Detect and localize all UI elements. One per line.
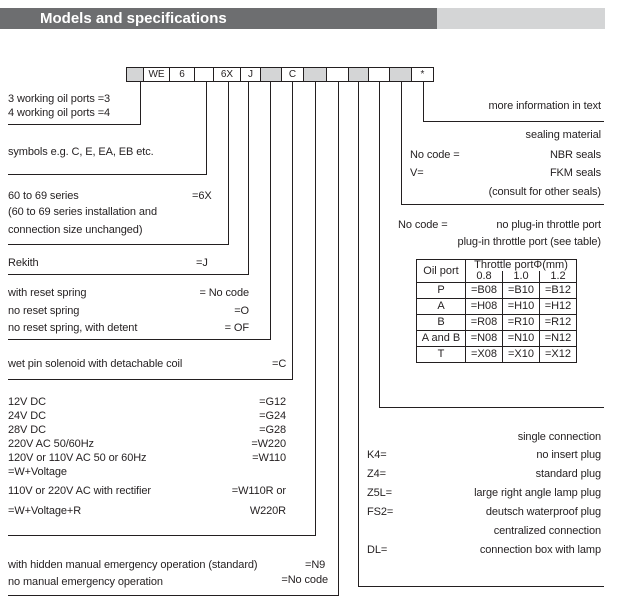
code-cell: =N12	[540, 331, 577, 347]
leader-seal-h	[401, 204, 604, 205]
series-line2: (60 to 69 series installation and	[8, 206, 157, 218]
port-cell: B	[417, 315, 466, 331]
code-cell: =B10	[503, 283, 540, 299]
code-cell: =H08	[466, 299, 503, 315]
code-cell: =R08	[466, 315, 503, 331]
conn-z5l-desc: large right angle lamp plug	[474, 487, 601, 499]
reset-no-spring: no reset spring	[8, 305, 80, 317]
voltage-rectifier: 110V or 220V AC with rectifier	[8, 485, 151, 497]
manual-none-code: =No code	[281, 574, 328, 586]
manual-hidden-code: =N9	[305, 559, 326, 571]
conn-z4-desc: standard plug	[535, 468, 601, 480]
conn-single: single connection	[517, 431, 601, 443]
section-header-bar-light	[437, 8, 605, 29]
voltage-28vdc: 28V DC	[8, 424, 46, 436]
table-row	[417, 347, 577, 363]
manual-hidden: with hidden manual emergency operation (standard)	[8, 559, 258, 571]
table-row	[417, 283, 577, 299]
size-col: 1.0	[503, 271, 540, 283]
code-cell: =R10	[503, 315, 540, 331]
voltage-28vdc-code: =G28	[259, 424, 286, 436]
leader-ports	[140, 82, 141, 125]
port-cell: A and B	[417, 331, 466, 347]
leader-manual-h	[8, 595, 339, 596]
throttle-table	[416, 259, 577, 363]
table-row	[417, 331, 577, 347]
throttle-size-header: Throttle portΦ(mm)	[466, 260, 577, 272]
code-box-size: 6	[169, 67, 195, 82]
leader-connection-h	[358, 586, 604, 587]
leader-throttle	[379, 82, 380, 408]
oil-port-header: Oil port	[417, 260, 466, 283]
code-box-series: 6X	[213, 67, 241, 82]
leader-series-h	[8, 244, 229, 245]
port-cell: A	[417, 299, 466, 315]
leader-ports-h	[8, 124, 141, 125]
code-box-connection	[348, 67, 369, 82]
code-cell: =H12	[540, 299, 577, 315]
code-box-manual	[326, 67, 349, 82]
leader-more-info	[423, 82, 424, 122]
code-box-voltage	[303, 67, 327, 82]
throttle-yes: plug-in throttle port (see table)	[457, 236, 601, 248]
reset-detent-code: = OF	[224, 322, 249, 334]
size-col: 1.2	[540, 271, 577, 283]
throttle-no: no plug-in throttle port	[496, 219, 601, 231]
code-cell: =N10	[503, 331, 540, 347]
conn-fs2-desc: deutsch waterproof plug	[485, 506, 601, 518]
symbols-text: symbols e.g. C, E, EA, EB etc.	[8, 146, 154, 158]
code-box-we: WE	[143, 67, 170, 82]
code-cell: =X12	[540, 347, 577, 363]
code-cell: =X10	[503, 347, 540, 363]
table-row	[417, 315, 577, 331]
leader-solenoid	[292, 82, 293, 380]
conn-dl-desc: connection box with lamp	[479, 544, 601, 556]
voltage-220vac-code: =W220	[251, 438, 286, 450]
voltage-120vac-code: =W110	[252, 452, 286, 464]
seal-fkm: FKM seals	[549, 167, 601, 179]
port-cell: P	[417, 283, 466, 299]
voltage-12vdc-code: =G12	[259, 396, 286, 408]
ports-3: 3 working oil ports =3	[8, 93, 111, 105]
voltage-rectifier-code: =W110R or	[231, 485, 286, 497]
conn-dl-label: DL=	[367, 544, 388, 556]
code-box-throttle	[368, 67, 390, 82]
leader-more-info-h	[423, 121, 604, 122]
reset-with-spring-code: = No code	[199, 287, 249, 299]
leader-voltage-h	[8, 535, 316, 536]
leader-rekith	[248, 82, 249, 275]
leader-connection	[358, 82, 359, 587]
code-cell: =B08	[466, 283, 503, 299]
solenoid-text: wet pin solenoid with detachable coil	[8, 358, 183, 370]
code-cell: =H10	[503, 299, 540, 315]
code-box-star: *	[411, 67, 434, 82]
section-header-bar	[0, 8, 437, 29]
leader-solenoid-h	[8, 379, 293, 380]
voltage-24vdc-code: =G24	[259, 410, 286, 422]
size-col: 0.8	[466, 271, 503, 283]
leader-rekith-h	[8, 274, 249, 275]
code-box-j: J	[240, 67, 261, 82]
series-code: =6X	[192, 190, 212, 202]
leader-throttle-h	[379, 407, 604, 408]
code-box-blank	[126, 67, 144, 82]
leader-series	[228, 82, 229, 245]
rekith-code: =J	[196, 257, 208, 269]
code-box-reset	[260, 67, 282, 82]
voltage-w-plus: =W+Voltage	[8, 466, 67, 478]
table-row	[417, 299, 577, 315]
leader-reset-h	[8, 339, 271, 340]
conn-fs2-label: FS2=	[367, 506, 394, 518]
ports-4: 4 working oil ports =4	[8, 107, 111, 119]
code-cell: =R12	[540, 315, 577, 331]
reset-no-spring-code: =O	[234, 305, 249, 317]
leader-symbols-h	[8, 174, 207, 175]
sealing-title: sealing material	[525, 129, 601, 141]
seal-nocode-label: No code =	[410, 149, 460, 161]
voltage-w-plus-r: =W+Voltage+R	[8, 505, 82, 517]
leader-manual	[338, 82, 339, 596]
code-box-ports	[194, 67, 214, 82]
code-cell: =B12	[540, 283, 577, 299]
leader-voltage	[315, 82, 316, 536]
solenoid-code: =C	[272, 358, 287, 370]
voltage-24vdc: 24V DC	[8, 410, 46, 422]
conn-z5l-label: Z5L=	[367, 487, 392, 499]
leader-symbols	[206, 82, 207, 175]
reset-detent: no reset spring, with detent	[8, 322, 138, 334]
code-cell: =N08	[466, 331, 503, 347]
voltage-220vac: 220V AC 50/60Hz	[8, 438, 94, 450]
code-box-c: C	[281, 67, 304, 82]
reset-with-spring: with reset spring	[8, 287, 87, 299]
throttle-nocode-label: No code =	[398, 219, 448, 231]
voltage-w-plus-r-code: W220R	[249, 505, 286, 517]
voltage-12vdc: 12V DC	[8, 396, 46, 408]
seal-consult: (consult for other seals)	[488, 186, 601, 198]
section-title: Models and specifications	[40, 10, 227, 27]
manual-none: no manual emergency operation	[8, 576, 163, 588]
conn-k4-desc: no insert plug	[536, 449, 601, 461]
rekith-text: Rekith	[8, 257, 39, 269]
more-info-text: more information in text	[488, 100, 601, 112]
series-line3: connection size unchanged)	[8, 224, 143, 236]
conn-z4-label: Z4=	[367, 468, 386, 480]
conn-centralized: centralized connection	[493, 525, 601, 537]
port-cell: T	[417, 347, 466, 363]
series-line1: 60 to 69 series	[8, 190, 79, 202]
conn-k4-label: K4=	[367, 449, 387, 461]
code-cell: =X08	[466, 347, 503, 363]
code-box-seal	[389, 67, 412, 82]
leader-seal	[401, 82, 402, 205]
seal-nbr: NBR seals	[549, 149, 601, 161]
seal-v-label: V=	[410, 167, 424, 179]
voltage-120vac: 120V or 110V AC 50 or 60Hz	[8, 452, 147, 464]
leader-reset	[270, 82, 271, 340]
